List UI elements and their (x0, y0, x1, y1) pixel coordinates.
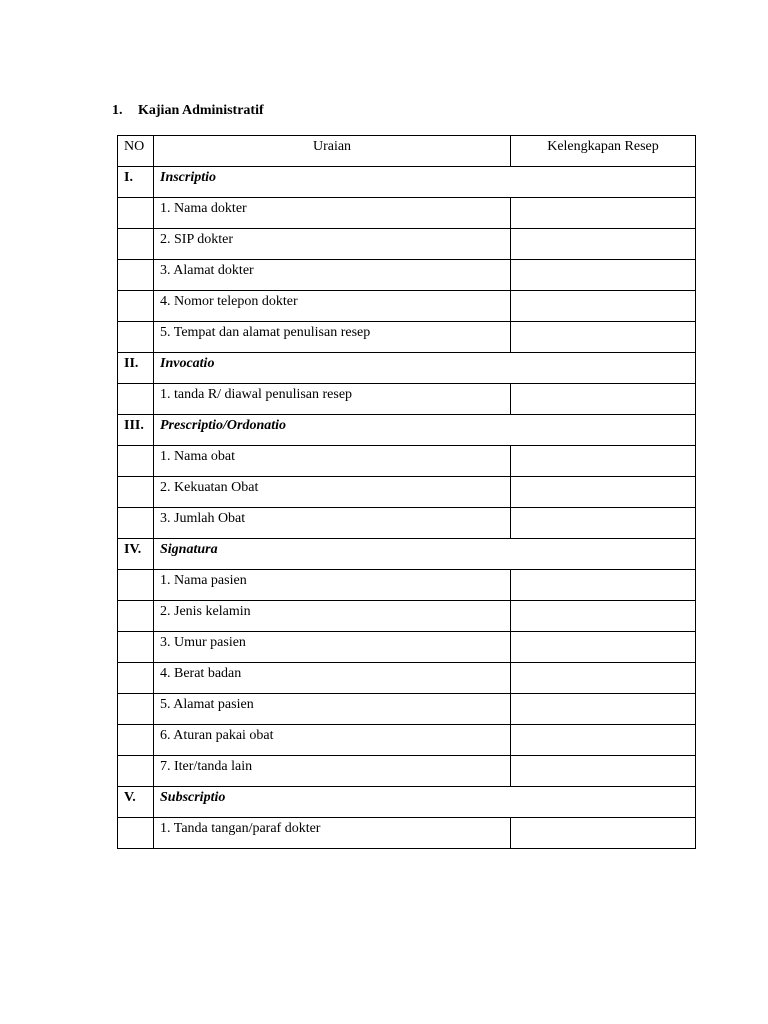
section-title: Inscriptio (154, 167, 696, 198)
table-row (118, 229, 696, 260)
kelengkapan-cell[interactable] (511, 756, 696, 787)
uraian-cell: 1. tanda R/ diawal penulisan resep (154, 384, 511, 415)
no-cell (118, 198, 154, 229)
no-cell (118, 725, 154, 756)
kelengkapan-cell[interactable] (511, 446, 696, 477)
table-row (118, 260, 696, 291)
uraian-cell: 1. Tanda tangan/paraf dokter (154, 818, 511, 849)
header-kelengkapan: Kelengkapan Resep (511, 136, 696, 167)
section-row (118, 539, 696, 570)
heading-number: 1. (112, 103, 123, 118)
table-row (118, 818, 696, 849)
no-cell (118, 322, 154, 353)
kelengkapan-cell[interactable] (511, 570, 696, 601)
kelengkapan-cell[interactable] (511, 663, 696, 694)
uraian-cell: 3. Umur pasien (154, 632, 511, 663)
section-number: III. (118, 415, 154, 446)
table-row (118, 291, 696, 322)
uraian-cell: 4. Nomor telepon dokter (154, 291, 511, 322)
table-row (118, 663, 696, 694)
no-cell (118, 446, 154, 477)
kelengkapan-cell[interactable] (511, 198, 696, 229)
kelengkapan-cell[interactable] (511, 601, 696, 632)
table-row (118, 756, 696, 787)
no-cell (118, 756, 154, 787)
uraian-cell: 6. Aturan pakai obat (154, 725, 511, 756)
no-cell (118, 570, 154, 601)
kelengkapan-cell[interactable] (511, 322, 696, 353)
table-row (118, 477, 696, 508)
table-row (118, 570, 696, 601)
section-number: II. (118, 353, 154, 384)
section-number: IV. (118, 539, 154, 570)
kelengkapan-cell[interactable] (511, 818, 696, 849)
kelengkapan-cell[interactable] (511, 291, 696, 322)
table-row (118, 446, 696, 477)
no-cell (118, 291, 154, 322)
header-no: NO (118, 136, 154, 167)
uraian-cell: 5. Alamat pasien (154, 694, 511, 725)
section-title: Signatura (154, 539, 696, 570)
section-title: Prescriptio/Ordonatio (154, 415, 696, 446)
uraian-cell: 1. Nama pasien (154, 570, 511, 601)
uraian-cell: 3. Jumlah Obat (154, 508, 511, 539)
section-row (118, 415, 696, 446)
uraian-cell: 2. SIP dokter (154, 229, 511, 260)
kelengkapan-cell[interactable] (511, 384, 696, 415)
no-cell (118, 477, 154, 508)
uraian-cell: 3. Alamat dokter (154, 260, 511, 291)
section-title: Subscriptio (154, 787, 696, 818)
kelengkapan-cell[interactable] (511, 508, 696, 539)
uraian-cell: 2. Kekuatan Obat (154, 477, 511, 508)
kelengkapan-cell[interactable] (511, 229, 696, 260)
uraian-cell: 7. Iter/tanda lain (154, 756, 511, 787)
no-cell (118, 229, 154, 260)
section-heading (112, 101, 264, 121)
table-row (118, 384, 696, 415)
table-row (118, 725, 696, 756)
section-row (118, 787, 696, 818)
no-cell (118, 384, 154, 415)
no-cell (118, 663, 154, 694)
table-row (118, 198, 696, 229)
header-uraian: Uraian (154, 136, 511, 167)
no-cell (118, 508, 154, 539)
section-row (118, 353, 696, 384)
kelengkapan-cell[interactable] (511, 632, 696, 663)
table-row (118, 601, 696, 632)
table-header-row (118, 136, 696, 167)
kelengkapan-cell[interactable] (511, 260, 696, 291)
section-number: I. (118, 167, 154, 198)
section-number: V. (118, 787, 154, 818)
heading-title: Kajian Administratif (138, 103, 264, 118)
table-row (118, 322, 696, 353)
table-row (118, 508, 696, 539)
uraian-cell: 5. Tempat dan alamat penulisan resep (154, 322, 511, 353)
kelengkapan-cell[interactable] (511, 725, 696, 756)
kelengkapan-cell[interactable] (511, 477, 696, 508)
no-cell (118, 818, 154, 849)
uraian-cell: 2. Jenis kelamin (154, 601, 511, 632)
uraian-cell: 1. Nama obat (154, 446, 511, 477)
kelengkapan-cell[interactable] (511, 694, 696, 725)
no-cell (118, 632, 154, 663)
no-cell (118, 260, 154, 291)
uraian-cell: 4. Berat badan (154, 663, 511, 694)
section-title: Invocatio (154, 353, 696, 384)
administrative-review-table (117, 135, 696, 849)
no-cell (118, 601, 154, 632)
no-cell (118, 694, 154, 725)
table-row (118, 632, 696, 663)
uraian-cell: 1. Nama dokter (154, 198, 511, 229)
table-row (118, 694, 696, 725)
section-row (118, 167, 696, 198)
